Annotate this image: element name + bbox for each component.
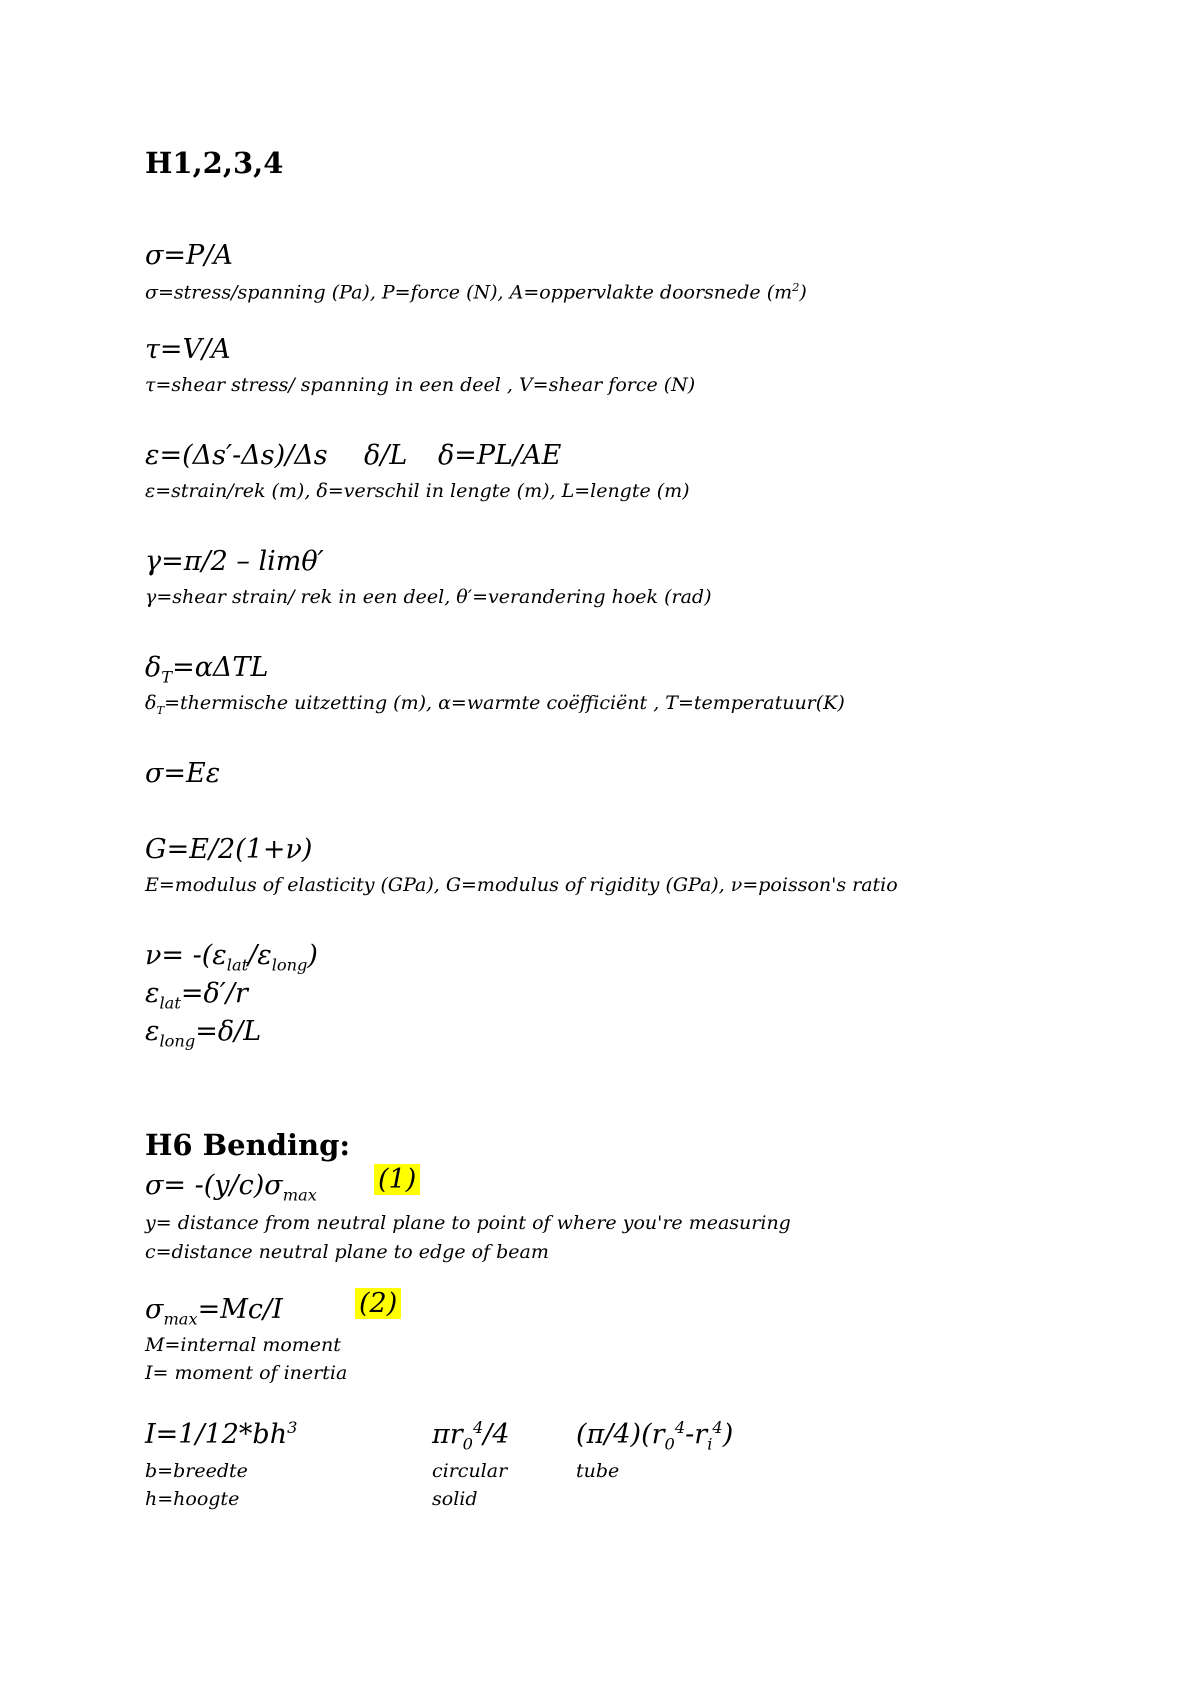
bending-y-description: y= distance from neutral plane to point of where you're measuring (145, 1212, 791, 1234)
rect-inertia-formula: $I=1/12*bh^3$ (145, 1418, 298, 1450)
heading-h6-bending: H6 Bending: (145, 1128, 351, 1162)
thermal-formula: $\delta_T=\alpha\Delta TL$ (145, 652, 269, 687)
lateral-strain-formula: $\varepsilon_{lat}=\delta'/r$ (145, 978, 248, 1013)
hoogte-label: h=hoogte (145, 1488, 240, 1510)
poisson-formula: $\nu= -(\varepsilon_{lat}/\varepsilon_{long})$ (145, 940, 318, 975)
solid-label: solid (432, 1488, 478, 1510)
inertia-description: I= moment of inertia (145, 1362, 348, 1384)
strain-description: ε=strain/rek (m), δ=verschil in lengte (m), L=lengte (m) (145, 480, 690, 502)
rigidity-description: E=modulus of elasticity (GPa), G=modulus of rigidity (GPa), ν=poisson's ratio (145, 874, 898, 896)
stress-description: σ=stress/spanning (Pa), P=force (N), A=oppervlakte doorsnede $(m^2)$ (145, 280, 807, 304)
rigidity-formula: G=E/2(1+ν) (145, 834, 313, 865)
shear-stress-description: τ=shear stress/ spanning in een deel , V=shear force (N) (145, 374, 696, 396)
bending-stress-formula: $\sigma= -(y/c)\sigma_{max}$ (145, 1170, 317, 1205)
tube-inertia-formula: $(\pi/4)(r_0^4-r_i^4)$ (576, 1418, 734, 1454)
shear-strain-formula: γ=π/2 – limθ′ (145, 546, 324, 577)
max-stress-formula: $\sigma_{max}=Mc/I$ (145, 1294, 283, 1329)
solid-circle-inertia-formula: $\pi r_0^4/4$ (432, 1418, 510, 1454)
moment-description: M=internal moment (145, 1334, 341, 1356)
elongation-formula: δ=PL/AE (438, 440, 562, 471)
longitudinal-strain-formula: $\varepsilon_{long}=\delta/L$ (145, 1016, 262, 1051)
stress-formula: σ=P/A (145, 240, 233, 271)
heading-h1-4: H1,2,3,4 (145, 146, 284, 180)
circular-label: circular (432, 1460, 508, 1482)
thermal-description: $\delta_T=thermische$ uitzetting (m), α=warmte coëfficiënt , T=temperatuur(K) (145, 692, 845, 717)
breedte-label: b=breedte (145, 1460, 248, 1482)
equation-tag-1: (1) (374, 1164, 420, 1195)
strain-formula: ε=(Δs′-Δs)/Δs (145, 440, 328, 471)
bending-c-description: c=distance neutral plane to edge of beam (145, 1241, 549, 1263)
shear-strain-description: γ=shear strain/ rek in een deel, θ′=verandering hoek (rad) (145, 586, 712, 608)
equation-tag-2: (2) (355, 1288, 401, 1319)
strain-ratio-formula: δ/L (364, 440, 408, 471)
shear-stress-formula: τ=V/A (145, 334, 231, 365)
tube-label: tube (576, 1460, 620, 1482)
hooke-formula: σ=Eε (145, 758, 221, 789)
